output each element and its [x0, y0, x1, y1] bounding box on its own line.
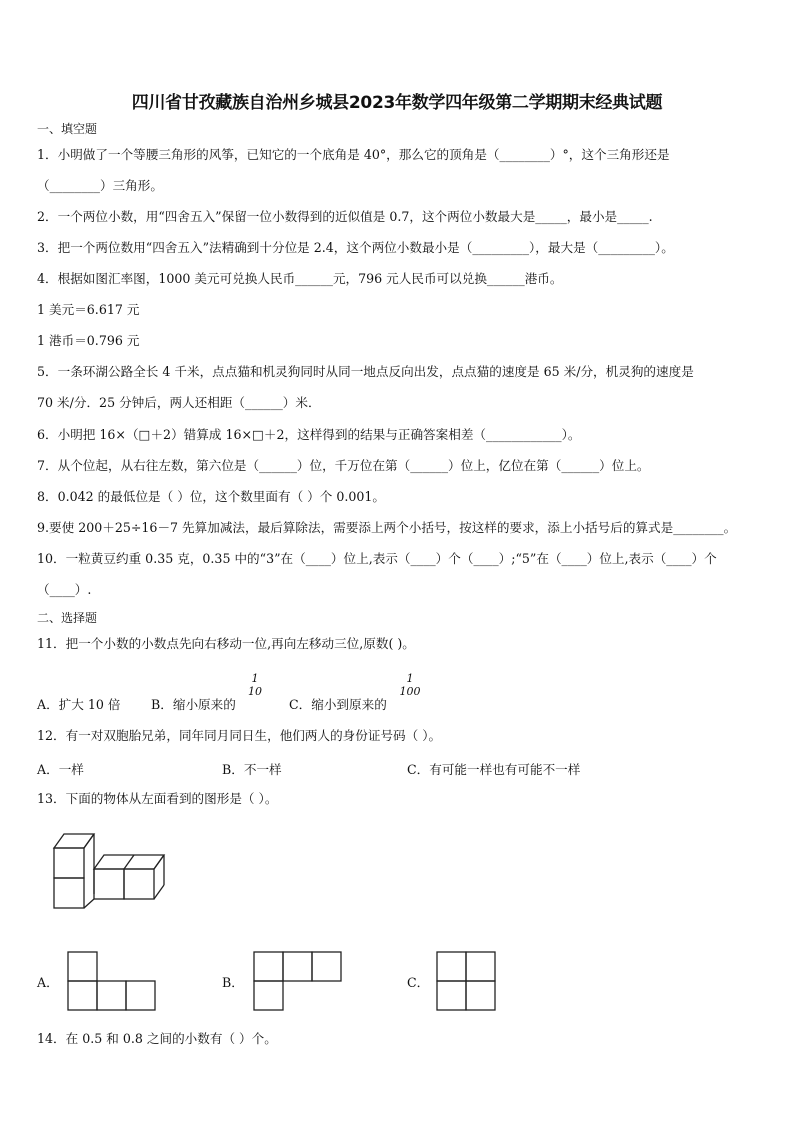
q12-option-b: B．不一样	[222, 762, 282, 777]
question-14: 14．在 0.5 和 0.8 之间的小数有（ ）个。	[37, 1031, 277, 1046]
q12-option-c: C．有可能一样也有可能不一样	[407, 762, 581, 777]
exchange-rate-hkd: 1 港币＝0.796 元	[37, 333, 140, 348]
fraction-denominator: 100	[399, 685, 421, 698]
q13-option-a-label: A．	[37, 975, 59, 990]
exchange-rate-usd: 1 美元＝6.617 元	[37, 302, 140, 317]
q11-option-c-fraction	[397, 672, 423, 698]
question-6: 6．小明把 16×（□＋2）错算成 16×□＋2，这样得到的结果与正确答案相差（____________）。	[37, 427, 581, 442]
fraction-numerator: 1	[406, 672, 414, 685]
q13-option-b-shape	[252, 950, 344, 1012]
q13-option-c-label: C．	[407, 975, 430, 990]
fraction-numerator: 1	[251, 672, 259, 685]
section-heading-fill-blank: 一、填空题	[37, 122, 98, 136]
question-5-line-1: 5．一条环湖公路全长 4 千米，点点猫和机灵狗同时从同一地点反向出发，点点猫的速度是 65 米/分，机灵狗的速度是	[37, 364, 694, 379]
q11-option-b: B．缩小原来的	[151, 697, 236, 712]
q13-option-a-shape	[66, 950, 158, 1012]
q11-option-a: A．扩大 10 倍	[37, 697, 121, 712]
q13-option-c-shape	[435, 950, 497, 1012]
question-2: 2．一个两位小数，用“四舍五入”保留一位小数得到的近似值是 0.7，这个两位小数最大是_____，最小是_____.	[37, 209, 653, 224]
question-1-line-1: 1．小明做了一个等腰三角形的风筝，已知它的一个底角是 40°，那么它的顶角是（________）°，这个三角形还是	[37, 147, 670, 162]
question-12: 12．有一对双胞胎兄弟，同年同月同日生，他们两人的身份证号码（ ）。	[37, 728, 442, 743]
q11-option-b-fraction	[244, 672, 266, 698]
question-8: 8．0.042 的最低位是（ ）位，这个数里面有（ ）个 0.001。	[37, 489, 386, 504]
question-13: 13．下面的物体从左面看到的图形是（ ）。	[37, 791, 278, 806]
fraction-denominator: 10	[248, 685, 262, 698]
question-10-line-1: 10．一粒黄豆约重 0.35 克，0.35 中的“3”在（____）位上,表示（____）个（____）;“5”在（____）位上,表示（____）个	[37, 551, 717, 566]
section-heading-multiple-choice: 二、选择题	[37, 611, 98, 625]
q11-option-c: C．缩小到原来的	[289, 697, 387, 712]
q13-option-b-label: B．	[222, 975, 244, 990]
question-3: 3．把一个两位数用“四舍五入”法精确到十分位是 2.4，这个两位小数最小是（_________），最大是（_________）。	[37, 240, 674, 255]
question-9: 9.要使 200＋25÷16－7 先算加减法，最后算除法，需要添上两个小括号，按这样的要求，添上小括号后的算式是________。	[37, 520, 737, 535]
cube-stack-figure	[48, 822, 168, 917]
question-10-line-2: （____）.	[37, 582, 92, 597]
page-title: 四川省甘孜藏族自治州乡城县2023年数学四年级第二学期期末经典试题	[131, 93, 663, 113]
question-11: 11．把一个小数的小数点先向右移动一位,再向左移动三位,原数( )。	[37, 636, 415, 651]
q12-option-a: A．一样	[37, 762, 84, 777]
question-4: 4．根据如图汇率图，1000 美元可兑换人民币______元，796 元人民币可以兑换______港币。	[37, 271, 563, 286]
question-7: 7．从个位起，从右往左数，第六位是（______）位，千万位在第（______）位上，亿位在第（______）位上。	[37, 458, 650, 473]
question-1-line-2: （________）三角形。	[37, 178, 163, 193]
question-5-line-2: 70 米/分．25 分钟后，两人还相距（______）米．	[37, 395, 321, 410]
